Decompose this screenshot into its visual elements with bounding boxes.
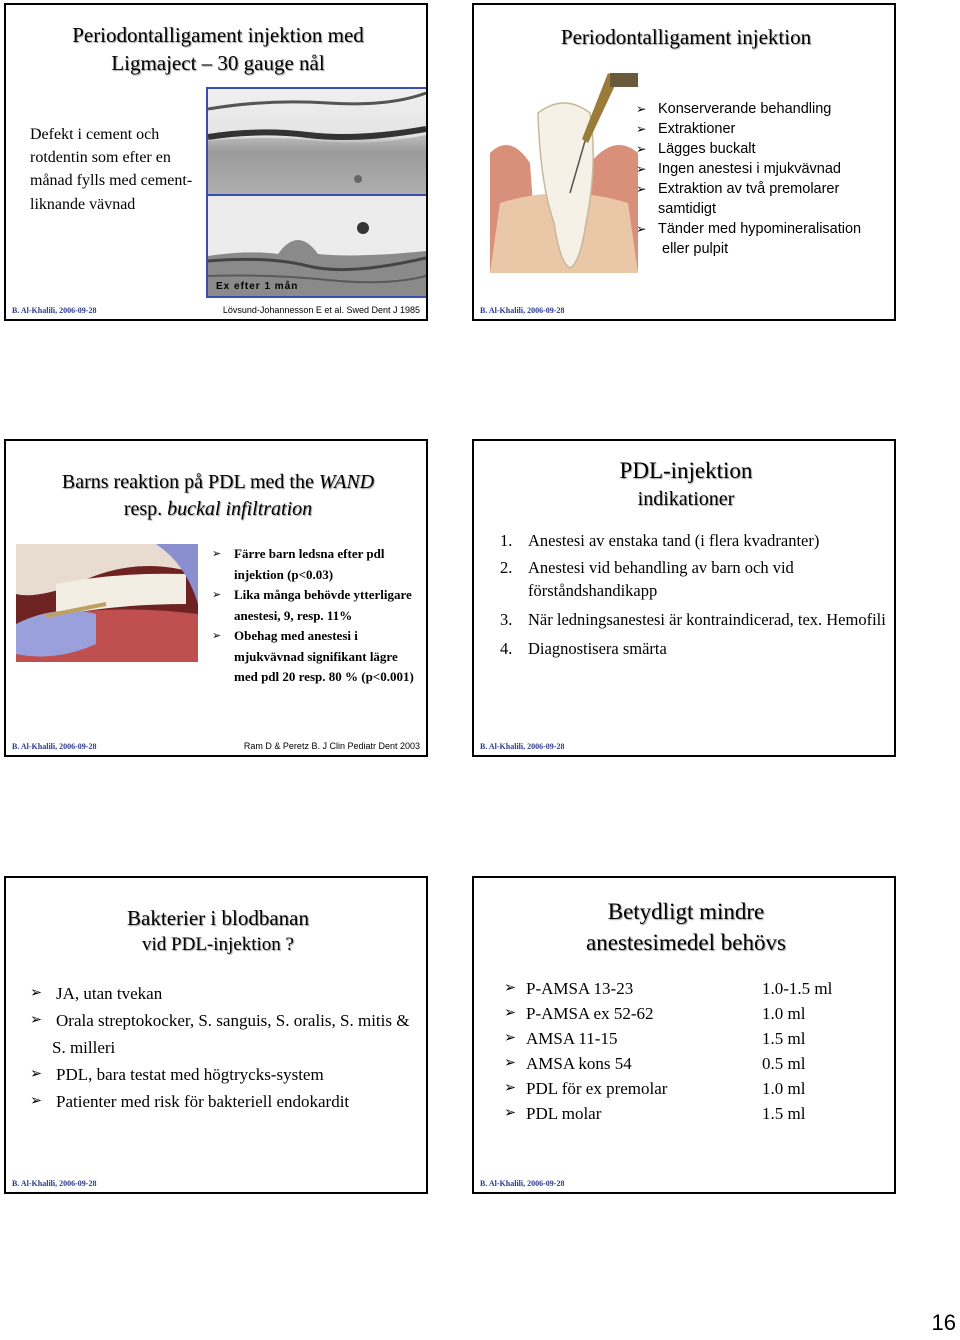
dosage-value: 1.0 ml [762,1004,806,1023]
author-footer: B. Al-Khalili, 2006-09-28 [480,1179,565,1188]
results-list [212,544,422,688]
tooth-injection-figure [490,73,638,273]
arrow-bullet-icon: ➢ [30,985,43,1001]
arrow-bullet-icon: ➢ [636,162,647,176]
table-row [504,1076,884,1101]
slide-title [484,455,888,513]
table-row [504,976,884,1001]
arrow-bullet-icon: ➢ [30,1066,43,1082]
list-item: ➢ Orala streptokocker, S. sanguis, S. oralis, S. mitis & S. milleri [30,1007,422,1061]
slide-anesthetic-dosage [472,876,896,1194]
slide-title [484,896,888,958]
dosage-label: AMSA 11-15 [526,1029,618,1048]
table-row [504,1026,884,1051]
dosage-value: 1.5 ml [762,1104,806,1123]
arrow-bullet-icon: ➢ [636,142,647,156]
arrow-bullet-icon: ➢ [504,980,517,996]
dosage-label: PDL för ex premolar [526,1079,668,1098]
list-item: ➢ Ingen anestesi i mjukvävnad [636,161,841,177]
title-line-1: PDL-injektion [619,458,753,483]
list-item: ➢ JA, utan tvekan [30,980,422,1007]
dosage-value: 0.5 ml [762,1054,806,1073]
list-item: 3. När ledningsanestesi är kontraindicerad, tex. Hemofili [500,610,886,629]
arrow-bullet-icon: ➢ [212,629,222,642]
list-item: samtidigt [658,201,717,217]
list-item: ➢ Extraktion av två premolarer [636,181,840,197]
histology-top-figure [208,89,426,194]
page-number: 16 [931,1310,956,1335]
author-footer: B. Al-Khalili, 2006-09-28 [12,742,97,751]
arrow-bullet-icon: ➢ [636,102,647,116]
bacteria-list [30,980,422,1115]
histology-image-top [206,87,428,196]
title-line-1: Bakterier i blodbanan [127,906,309,930]
dosage-label: AMSA kons 54 [526,1054,632,1073]
dosage-value: 1.0 ml [762,1079,806,1098]
list-item: ➢ Färre barn ledsna efter pdl injektion (p<0.03) [212,546,385,582]
dosage-label: P-AMSA 13-23 [526,979,634,998]
slide-pdl-injection [472,3,896,321]
defect-description: Defekt i cement och rotdentin som efter en månad fylls med cement-liknande vävnad [30,126,193,213]
slide-title [16,21,420,78]
list-item: 4. Diagnostisera smärta [500,639,667,658]
title-line-2: Ligmaject – 30 gauge nål [111,51,325,76]
table-row [504,1101,884,1126]
arrow-bullet-icon: ➢ [636,182,647,196]
arrow-bullet-icon: ➢ [636,222,647,236]
author-footer: B. Al-Khalili, 2006-09-28 [480,742,565,751]
table-row [504,1051,884,1076]
arrow-bullet-icon: ➢ [504,1080,517,1096]
indication-list [636,99,892,259]
slide-pdl-indications [472,439,896,757]
author-footer: B. Al-Khalili, 2006-09-28 [480,306,565,315]
arrow-bullet-icon: ➢ [504,1105,517,1121]
table-row [504,1001,884,1026]
list-item: ➢ Lika många behövde ytterligare anestesi, 9, resp. 11% [212,587,412,623]
list-item: ➢ Patienter med risk för bakteriell endokardit [30,1088,422,1115]
title-line-2: vid PDL-injektion ? [142,934,294,956]
title-line-1: Barns reaktion på PDL med the WAND [61,471,375,493]
dosage-list [504,976,884,1126]
slide-bacteria [4,876,428,1194]
child-mouth-figure [16,544,198,662]
arrow-bullet-icon: ➢ [212,588,222,601]
list-item: ➢ Lägges buckalt [636,141,756,157]
title-line-1: Periodontalligament injektion med [72,23,364,47]
list-item: ➢ Konserverande behandling [636,101,832,117]
arrow-bullet-icon: ➢ [504,1005,517,1021]
author-footer: B. Al-Khalili, 2006-09-28 [12,306,97,315]
slide-wand-study [4,439,428,757]
dosage-value: 1.5 ml [762,1029,806,1048]
title-line-1: Betydligt mindre [607,899,765,924]
reference: Ram D & Peretz B. J Clin Pediatr Dent 2003 [243,741,420,751]
list-item: eller pulpit [662,241,729,257]
list-item: ➢ Extraktioner [636,121,736,137]
arrow-bullet-icon: ➢ [30,1012,43,1028]
dosage-value: 1.0-1.5 ml [762,979,833,998]
dosage-label: P-AMSA ex 52-62 [526,1004,654,1023]
slide-title: Periodontalligament injektion [560,25,812,49]
tooth-injection-image [490,73,638,273]
child-mouth-photo [16,544,198,662]
arrow-bullet-icon: ➢ [30,1093,43,1109]
arrow-bullet-icon: ➢ [636,122,647,136]
title-line-2: indikationer [637,488,735,511]
slide-title [16,469,420,523]
indications-numbered-list [500,529,892,660]
slide-title [16,904,420,958]
list-item: 1. Anestesi av enstaka tand (i flera kvadranter) [500,531,820,550]
dosage-label: PDL molar [526,1104,602,1123]
title-line-2: resp. buckal infiltration [123,498,313,520]
arrow-bullet-icon: ➢ [212,547,222,560]
arrow-bullet-icon: ➢ [504,1055,517,1071]
slide-ligmaject [4,3,428,321]
reference: Lövsund-Johannesson E et al. Swed Dent J 1985 [222,305,420,315]
list-item: ➢ Tänder med hypomineralisation [636,221,862,237]
list-item: ➢ Obehag med anestesi i mjukvävnad signifikant lägre med pdl 20 resp. 80 % (p<0.001) [212,628,414,684]
author-footer: B. Al-Khalili, 2006-09-28 [12,1179,97,1188]
image-caption: Ex efter 1 mån [216,281,299,292]
title-line-2: anestesimedel behövs [586,930,786,955]
list-item: 2. Anestesi vid behandling av barn och vid förståndshandikapp [500,558,794,600]
list-item: ➢ PDL, bara testat med högtrycks-system [30,1061,422,1088]
arrow-bullet-icon: ➢ [504,1030,517,1046]
